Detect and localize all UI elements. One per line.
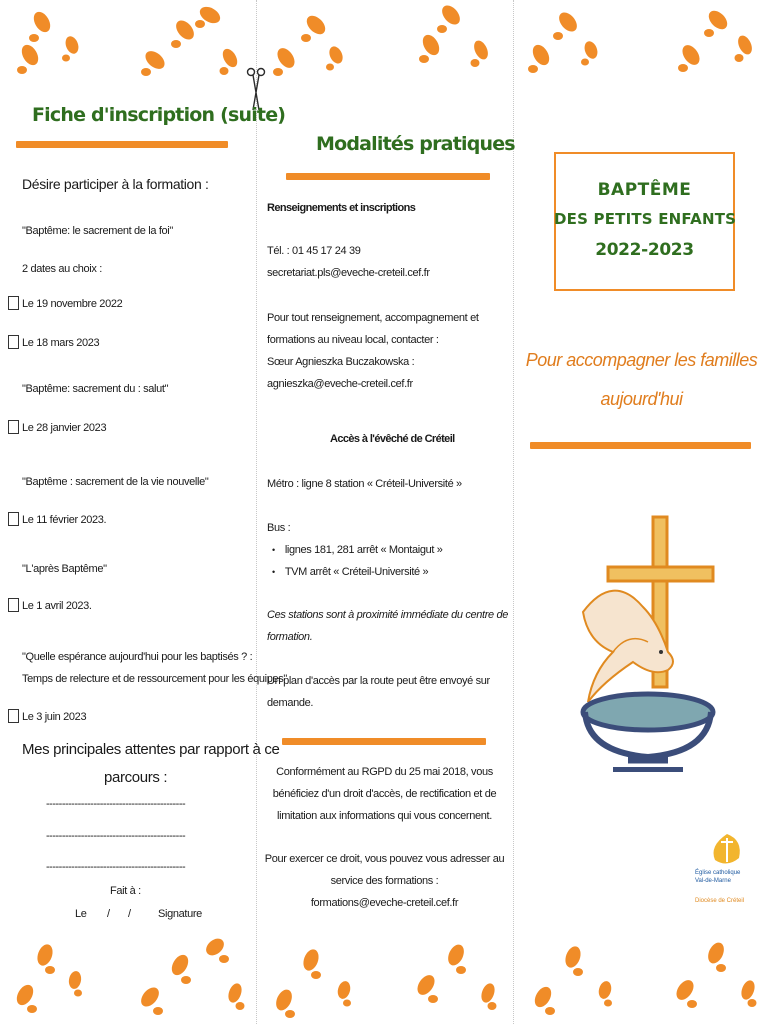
bullet: • [272, 545, 275, 555]
expectations-title-line1: Mes principales attentes par rapport à ce [22, 741, 280, 758]
phone-number[interactable]: Tél. : 01 45 17 24 39 [267, 245, 361, 257]
module-3-name: "Baptême : sacrement de la vie nouvelle" [22, 476, 209, 488]
rgpd-line: bénéficiez d'un droit d'accès, de rectification et de [272, 788, 497, 800]
practical-title: Modalités pratiques [316, 133, 515, 155]
date-label: Le 18 mars 2023 [22, 337, 100, 349]
logo-text-line1: Église catholique [695, 870, 741, 876]
bus-item-text: TVM arrêt « Créteil-Université » [284, 566, 429, 578]
module-1-choice-note: 2 dates au choix : [22, 263, 102, 275]
date-label: Le 19 novembre 2022 [22, 298, 123, 310]
footprints-icon [256, 0, 513, 80]
checkbox-28-janvier[interactable] [8, 420, 19, 434]
footprints-icon [0, 935, 256, 1024]
date-label: Le 11 février 2023. [22, 514, 107, 526]
box-title-line3: 2022-2023 [595, 240, 694, 260]
fait-a-label: Fait à : [110, 885, 141, 897]
access-heading: Accès à l'évêché de Créteil [330, 433, 455, 445]
secretariat-email[interactable]: secretariat.pls@eveche-creteil.cef.fr [267, 267, 430, 279]
subtitle-line1: Pour accompagner les familles [525, 350, 758, 370]
rgpd-line: Conformément au RGPD du 25 mai 2018, vous [276, 766, 493, 778]
diocese-logo [693, 832, 763, 912]
date-slash: / [107, 908, 110, 920]
module-5-name-line2: Temps de relecture et de ressourcement pour les équipes" [22, 673, 287, 685]
checkbox-18-mars[interactable] [8, 335, 19, 349]
checkbox-1-avril[interactable] [8, 598, 19, 612]
footprints-icon [513, 0, 770, 80]
logo-text-line3: Diocèse de Créteil [695, 898, 745, 904]
logo-text-line2: Val-de-Marne [695, 878, 731, 884]
blank-line[interactable]: -------------------------------------------- [46, 798, 186, 810]
title-underline [16, 141, 228, 148]
dove-cross-font-illustration [573, 512, 723, 772]
rights-line: Pour exercer ce droit, vous pouvez vous adresser au [264, 853, 505, 865]
blank-line[interactable]: -------------------------------------------- [46, 830, 186, 842]
metro-info: Métro : ligne 8 station « Créteil-Université » [267, 478, 462, 490]
right-panel [513, 0, 770, 1024]
blank-line[interactable]: -------------------------------------------- [46, 861, 186, 873]
date-slash: / [128, 908, 131, 920]
footprints-icon [513, 935, 770, 1024]
module-1-name: "Baptême: le sacrement de la foi" [22, 225, 173, 237]
subtitle-line2: aujourd'hui [600, 389, 683, 409]
registration-title: Fiche d'inscription (suite) [32, 104, 286, 126]
date-label: Le 28 janvier 2023 [22, 422, 107, 434]
plan-line2: demande. [267, 697, 314, 709]
contact-line: Sœur Agnieszka Buczakowska : [267, 356, 415, 368]
info-heading: Renseignements et inscriptions [267, 202, 416, 214]
section-divider [282, 738, 486, 745]
rights-line: service des formations : [330, 875, 439, 887]
bus-label: Bus : [267, 522, 291, 534]
desire-text: Désire participer à la formation : [22, 176, 209, 192]
title-underline [286, 173, 490, 180]
contact-email[interactable]: agnieszka@eveche-creteil.cef.fr [267, 378, 413, 390]
bullet: • [272, 567, 275, 577]
middle-panel [256, 0, 513, 1024]
checkbox-19-nov[interactable] [8, 296, 19, 310]
rgpd-line: limitation aux informations qui vous concernent. [277, 810, 492, 822]
footprints-icon [256, 935, 513, 1024]
expectations-title-line2: parcours : [104, 769, 168, 786]
module-2-name: "Baptême: sacrement du : salut" [22, 383, 169, 395]
contact-line: Pour tout renseignement, accompagnement et [267, 312, 479, 324]
bus-item [272, 544, 443, 556]
module-4-name: "L'après Baptême" [22, 563, 107, 575]
contact-line: formations au niveau local, contacter : [267, 334, 439, 346]
checkbox-3-juin[interactable] [8, 709, 19, 723]
bus-item-text: lignes 181, 281 arrêt « Montaigut » [284, 544, 443, 556]
box-title-line1: BAPTÊME [597, 180, 692, 200]
plan-line1: Un plan d'accès par la route peut être envoyé sur [267, 675, 490, 687]
formations-email[interactable]: formations@eveche-creteil.cef.fr [310, 897, 459, 909]
date-label: Le 1 avril 2023. [22, 600, 92, 612]
module-5-name-line1: "Quelle espérance aujourd'hui pour les baptisés ? : [22, 651, 253, 663]
checkbox-11-fevrier[interactable] [8, 512, 19, 526]
bus-item [272, 566, 428, 578]
footprints-icon [0, 0, 256, 80]
date-label: Le 3 juin 2023 [22, 711, 87, 723]
proximity-line1: Ces stations sont à proximité immédiate du centre de [267, 609, 509, 621]
box-title-line2: DES PETITS ENFANTS [554, 210, 737, 228]
subtitle-divider [530, 442, 751, 449]
le-label: Le [75, 908, 87, 920]
proximity-line2: formation. [267, 631, 313, 643]
signature-label: Signature [158, 908, 202, 920]
